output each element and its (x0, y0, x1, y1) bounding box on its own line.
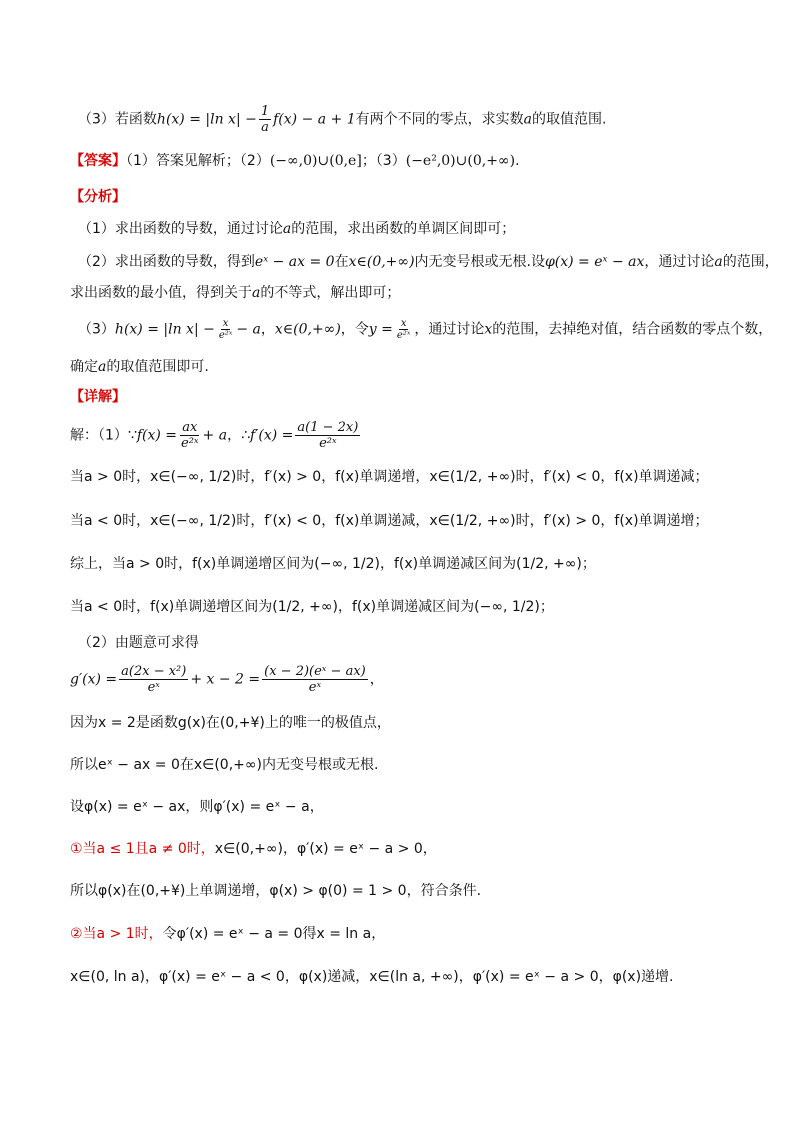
q3-end: 的取值范围. (532, 111, 607, 128)
detail-s1-frac2-den: e²ˣ (319, 436, 337, 451)
analysis-l3v: a (252, 285, 261, 301)
analysis-l2m3: φ(x) = eˣ − ax (544, 254, 645, 270)
analysis-l4m3: x∈(0,+∞) (274, 321, 341, 338)
analysis-l4-frac-den: e²ˣ (218, 330, 233, 341)
answer-math-1: (−∞,0)∪(0,e] (269, 153, 362, 169)
detail-s1-frac-den: e²ˣ (181, 436, 199, 451)
answer-end: . (515, 153, 520, 169)
analysis-l5v: a (98, 359, 107, 375)
analysis-l2c: 内无变号根或无根.设 (414, 254, 545, 270)
analysis-line-1 (78, 218, 515, 240)
analysis-l4m4: y = (368, 321, 393, 338)
detail-g2: + x − 2 = (190, 671, 261, 688)
detail-so-2: 所以φ(x)在(0,+¥)上单调递增，φ(x) > φ(0) = 1 > 0，符合条件. (70, 883, 482, 899)
analysis-l4-frac2-num: x (400, 318, 407, 329)
detail-g-frac2-num: (x − 2)(eˣ − ax) (264, 664, 366, 679)
analysis-l2b: 在 (334, 254, 349, 270)
detail-last: x∈(0, ln a)，φ′(x) = eˣ − a < 0，φ(x)递减，x∈(ln a, +∞)，φ′(x) = eˣ − a > 0，φ(x)递增. (70, 969, 674, 985)
detail-because: 因为x = 2是函数g(x)在(0,+¥)上的唯一的极值点， (70, 715, 391, 731)
analysis-l1a: （1）求出函数的导数，通过讨论 (78, 221, 283, 237)
detail-part-2: （2）由题意可求得 (78, 635, 199, 651)
detail-case2a: ②当a > 1时， (70, 926, 163, 942)
analysis-l4-frac-num: x (222, 318, 229, 329)
analysis-l3a: 求出函数的最小值，得到关于 (70, 285, 252, 301)
detail-label: 【详解】 (70, 389, 126, 405)
q3-formula-1: h(x) = |ln x| − (156, 111, 257, 128)
answer-line (70, 150, 520, 172)
detail-g1: g′(x) = (70, 671, 118, 688)
q3-frac-num: 1 (260, 104, 270, 119)
analysis-l1v: a (282, 221, 292, 237)
analysis-l4a: （3） (78, 321, 115, 338)
analysis-l2a: （2）求出函数的导数，得到 (78, 254, 255, 270)
detail-step-1 (70, 420, 362, 451)
analysis-l4-frac (217, 318, 234, 341)
analysis-l4d: ，通过讨论 (414, 321, 485, 338)
detail-s1-frac2-num: a(1 − 2x) (297, 420, 359, 435)
detail-s1m1: f(x) = (136, 427, 178, 444)
detail-case-1: 当a > 0时，x∈(−∞, 1/2)时，f′(x) > 0，f(x)单调递增，x∈(1/2, +∞)时，f′(x) < 0，f(x)单调递减； (70, 469, 709, 485)
detail-g-frac2-den: eˣ (308, 680, 322, 695)
detail-s1-frac-2 (295, 420, 360, 451)
analysis-l2m1: eˣ − ax = 0 (254, 254, 335, 270)
answer-part-1: （1）答案见解析；（2） (126, 153, 270, 169)
analysis-l4m2: − a (236, 321, 261, 338)
detail-s1m2: + a (202, 427, 228, 444)
detail-g-frac-num: a(2x − x²) (121, 664, 187, 679)
detail-g3: ， (369, 671, 384, 688)
analysis-l2m2: x∈(0,+∞) (348, 254, 415, 270)
analysis-l5b: 的取值范围即可. (106, 359, 209, 375)
analysis-l2v: a (714, 254, 723, 270)
analysis-l4m1: h(x) = |ln x| − (114, 321, 215, 338)
analysis-line-3 (70, 282, 400, 304)
detail-s1b: ，∴ (227, 427, 250, 444)
detail-s1-frac (179, 420, 201, 451)
q3-prefix: （3）若函数 (78, 111, 157, 128)
answer-part-2: ；（3） (361, 153, 406, 169)
detail-case-3: 综上，当a > 0时，f(x)单调递增区间为(−∞, 1/2)，f(x)单调递减区间为(1/2, +∞)； (70, 556, 596, 572)
analysis-l4v: x (484, 321, 493, 338)
analysis-l4e: 的范围，去掉绝对值，结合函数的零点个数， (492, 321, 773, 338)
analysis-l5a: 确定 (70, 359, 98, 375)
analysis-l2d: ，通过讨论 (644, 254, 715, 270)
analysis-l2e: 的范围， (722, 254, 779, 270)
detail-let: 设φ(x) = eˣ − ax，则φ′(x) = eˣ − a， (70, 799, 324, 815)
detail-g-derivative (70, 664, 384, 695)
detail-g-frac-2 (262, 664, 368, 695)
q3-var: a (523, 111, 533, 128)
analysis-l4b: ， (260, 321, 275, 338)
analysis-label: 【分析】 (70, 189, 126, 205)
answer-label: 【答案】 (70, 153, 126, 169)
detail-case2b: 令φ′(x) = eˣ − a = 0得x = ln a， (162, 926, 386, 942)
analysis-line-4 (78, 318, 772, 341)
detail-case-b (70, 923, 385, 945)
q3-fraction (259, 104, 271, 135)
question-3 (78, 104, 606, 135)
answer-math-2: (−e²,0)∪(0,+∞) (405, 153, 516, 169)
detail-so-1: 所以eˣ − ax = 0在x∈(0,+∞)内无变号根或无根. (70, 757, 379, 773)
detail-g-frac (119, 664, 188, 695)
detail-s1m3: f′(x) = (250, 427, 294, 444)
q3-suffix: 有两个不同的零点，求实数 (355, 111, 524, 128)
analysis-l4-frac-2 (395, 318, 412, 341)
detail-case-2: 当a < 0时，x∈(−∞, 1/2)时，f′(x) < 0，f(x)单调递减，x∈(1/2, +∞)时，f′(x) > 0，f(x)单调递增； (70, 513, 709, 529)
detail-case1b: x∈(0,+∞)，φ′(x) = eˣ − a > 0， (214, 841, 437, 857)
q3-frac-den: a (261, 120, 269, 135)
detail-s1a: 解：（1）∵ (70, 427, 137, 444)
q3-formula-2: f(x) − a + 1 (273, 111, 356, 128)
analysis-l1b: 的范围，求出函数的单调区间即可； (291, 221, 516, 237)
analysis-l3b: 的不等式，解出即可； (260, 285, 401, 301)
detail-case1a: ①当a ≤ 1且a ≠ 0时， (70, 841, 215, 857)
analysis-l4c: ，令 (340, 321, 369, 338)
analysis-line-5 (70, 356, 209, 378)
detail-case-4: 当a < 0时，f(x)单调递增区间为(1/2, +∞)，f(x)单调递减区间为(−∞, 1/2)； (70, 599, 554, 615)
analysis-line-2 (78, 251, 779, 273)
detail-g-frac-den: eˣ (147, 680, 160, 695)
detail-s1-frac-num: ax (182, 420, 198, 435)
detail-case-a (70, 838, 437, 860)
analysis-l4-frac2-den: e²ˣ (396, 330, 411, 341)
